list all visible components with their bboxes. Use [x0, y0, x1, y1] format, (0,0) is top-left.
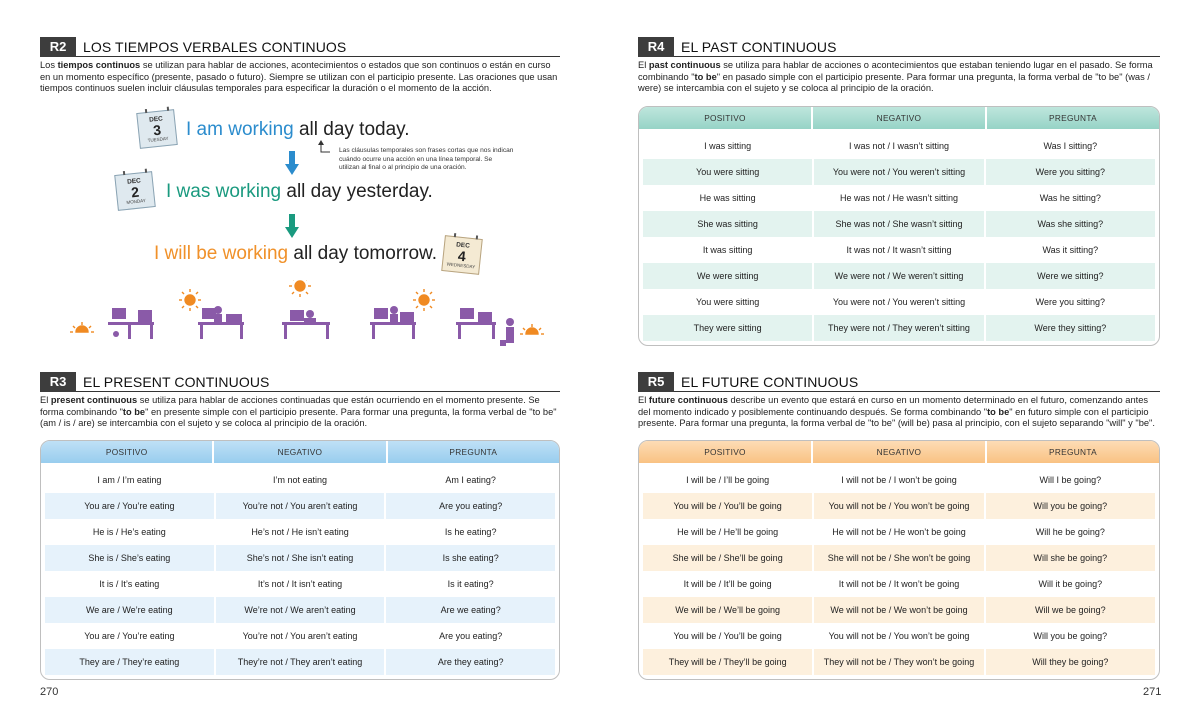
column-header: NEGATIVO — [811, 441, 985, 463]
sun-icon — [413, 289, 435, 311]
page-number: 271 — [1143, 686, 1162, 698]
table-row: He will be / He’ll be going He will not be / He won’t be going Will he be going? — [643, 519, 1155, 545]
office-worker-icon — [108, 308, 154, 339]
table-row: They are / They’re eating They’re not / They aren’t eating Are they eating? — [45, 649, 555, 675]
section-title: EL PRESENT CONTINUOUS — [83, 373, 270, 390]
section-title: LOS TIEMPOS VERBALES CONTINUOS — [83, 38, 347, 55]
column-header: PREGUNTA — [386, 441, 559, 463]
section-r4 — [638, 37, 1160, 95]
section-title: EL PAST CONTINUOUS — [681, 38, 837, 55]
sun-icon — [289, 280, 311, 297]
table-row: He was sitting He was not / He wasn’t sitting Was he sitting? — [643, 185, 1155, 211]
table-row: They were sitting They were not / They weren’t sitting Were they sitting? — [643, 315, 1155, 341]
present-continuous-table — [40, 440, 560, 680]
column-header: NEGATIVO — [811, 107, 985, 129]
office-worker-icon — [370, 306, 416, 339]
table-row: We are / We’re eating We’re not / We aren’t eating Are we eating? — [45, 597, 555, 623]
office-worker-icon — [282, 310, 330, 339]
table-body — [639, 463, 1159, 680]
section-code: R2 — [40, 37, 76, 57]
section-code: R3 — [40, 372, 76, 392]
example-past: I was working all day yesterday. — [166, 181, 433, 202]
arrow-down-icon — [285, 151, 299, 175]
table-header — [639, 107, 1159, 129]
table-body — [639, 129, 1159, 346]
section-header — [40, 37, 560, 57]
table-row: You were sitting You were not / You weren’t sitting Were you sitting? — [643, 289, 1155, 315]
section-description: El present continuous se utiliza para hablar de acciones continuadas que están ocurriendo en el momento presente. Se forma combinando "to be" en presente simple con el participio presente. Para formar una pregunta, la forma verbal de "to be" (am / is / are) se intercambia con el sujeto y se coloca al principio de la oración. — [40, 395, 557, 428]
table-body — [41, 463, 559, 680]
page-number: 270 — [40, 686, 59, 698]
sun-rising-icon — [70, 322, 94, 332]
sun-icon — [179, 289, 201, 311]
table-row: You are / You’re eating You’re not / You aren’t eating Are you eating? — [45, 623, 555, 649]
right-page — [600, 0, 1200, 718]
office-worker-leaving-icon — [456, 308, 514, 346]
arrow-down-icon — [285, 214, 299, 238]
column-header: NEGATIVO — [212, 441, 385, 463]
table-row: You will be / You’ll be going You will not be / You won’t be going Will you be going? — [643, 493, 1155, 519]
table-header — [639, 441, 1159, 463]
workday-scene — [68, 280, 548, 360]
section-title: EL FUTURE CONTINUOUS — [681, 373, 859, 390]
example-future: I will be working all day tomorrow. — [154, 243, 438, 264]
sun-setting-icon — [520, 324, 544, 334]
section-r5 — [638, 372, 1160, 430]
table-row: It will be / It’ll be going It will not be / It won’t be going Will it be going? — [643, 571, 1155, 597]
future-continuous-table — [638, 440, 1160, 680]
section-description: El future continuous describe un evento que estará en curso en un momento determinado en el futuro, comenzando antes del momento indicado y posiblemente continuando después. Se forma combinando "to be" en futuro simple con el participio presente. Para formar una pregunta, la forma verbal de "to be" (will be) pasa al principio, con el sujeto separando "will" y "be". — [638, 395, 1155, 428]
calendar-icon: DEC 4 WEDNESDAY — [441, 235, 483, 275]
section-code: R5 — [638, 372, 674, 392]
table-row: We will be / We’ll be going We will not be / We won’t be going Will we be going? — [643, 597, 1155, 623]
column-header: PREGUNTA — [985, 107, 1159, 129]
section-r2 — [40, 37, 560, 95]
office-worker-icon — [198, 306, 244, 339]
section-description: Los tiempos continuos se utilizan para hablar de acciones, acontecimientos o estados que son continuos o están en curso en un momento específico (presente, pasado o futuro). Siempre se utilizan con el participio presente. Las oraciones que usan tiempos continuos suelen incluir cláusulas temporales para especificar la duración o el momento de la acción. — [40, 60, 558, 93]
table-row: We were sitting We were not / We weren’t sitting Were we sitting? — [643, 263, 1155, 289]
table-header — [41, 441, 559, 463]
pointer-line-icon — [318, 140, 332, 154]
table-row: It is / It’s eating It’s not / It isn’t eating Is it eating? — [45, 571, 555, 597]
section-r3 — [40, 372, 560, 430]
table-row: She will be / She’ll be going She will not be / She won’t be going Will she be going? — [643, 545, 1155, 571]
section-header — [638, 37, 1160, 57]
section-description: El past continuous se utiliza para hablar de acciones o acontecimientos que estaban teniendo lugar en el pasado. Se forma combinando "to be" en pasado simple con el participio presente. Para formar una pregunta, la forma verbal de "to be" (was / were) se intercambia con el sujeto y se coloca al principio de la oración. — [638, 60, 1153, 93]
section-header — [40, 372, 560, 392]
table-row: It was sitting It was not / It wasn’t sitting Was it sitting? — [643, 237, 1155, 263]
table-row: You will be / You’ll be going You will not be / You won’t be going Will you be going? — [643, 623, 1155, 649]
table-row: They will be / They’ll be going They will not be / They won’t be going Will they be going? — [643, 649, 1155, 675]
table-row: He is / He’s eating He’s not / He isn’t eating Is he eating? — [45, 519, 555, 545]
section-header — [638, 372, 1160, 392]
table-row: She is / She’s eating She’s not / She isn’t eating Is she eating? — [45, 545, 555, 571]
table-row: You were sitting You were not / You weren’t sitting Were you sitting? — [643, 159, 1155, 185]
table-row: I will be / I’ll be going I will not be / I won’t be going Will I be going? — [643, 467, 1155, 493]
table-row: I am / I’m eating I’m not eating Am I eating? — [45, 467, 555, 493]
time-clause-note: Las cláusulas temporales son frases cortas que nos indican cuándo ocurre una acción en una línea temporal. Se utilizan al final o al principio de una oración. — [339, 147, 514, 171]
calendar-icon: DEC 3 TUESDAY — [136, 109, 178, 149]
example-present: I am working all day today. — [186, 119, 410, 140]
calendar-icon: DEC 2 MONDAY — [114, 171, 156, 211]
table-row: I was sitting I was not / I wasn’t sitting Was I sitting? — [643, 133, 1155, 159]
column-header: POSITIVO — [704, 113, 746, 123]
column-header: PREGUNTA — [985, 441, 1159, 463]
table-row: She was sitting She was not / She wasn’t sitting Was she sitting? — [643, 211, 1155, 237]
past-continuous-table — [638, 106, 1160, 346]
column-header: POSITIVO — [704, 447, 746, 457]
column-header: POSITIVO — [105, 447, 148, 457]
section-code: R4 — [638, 37, 674, 57]
table-row: You are / You’re eating You’re not / You aren’t eating Are you eating? — [45, 493, 555, 519]
